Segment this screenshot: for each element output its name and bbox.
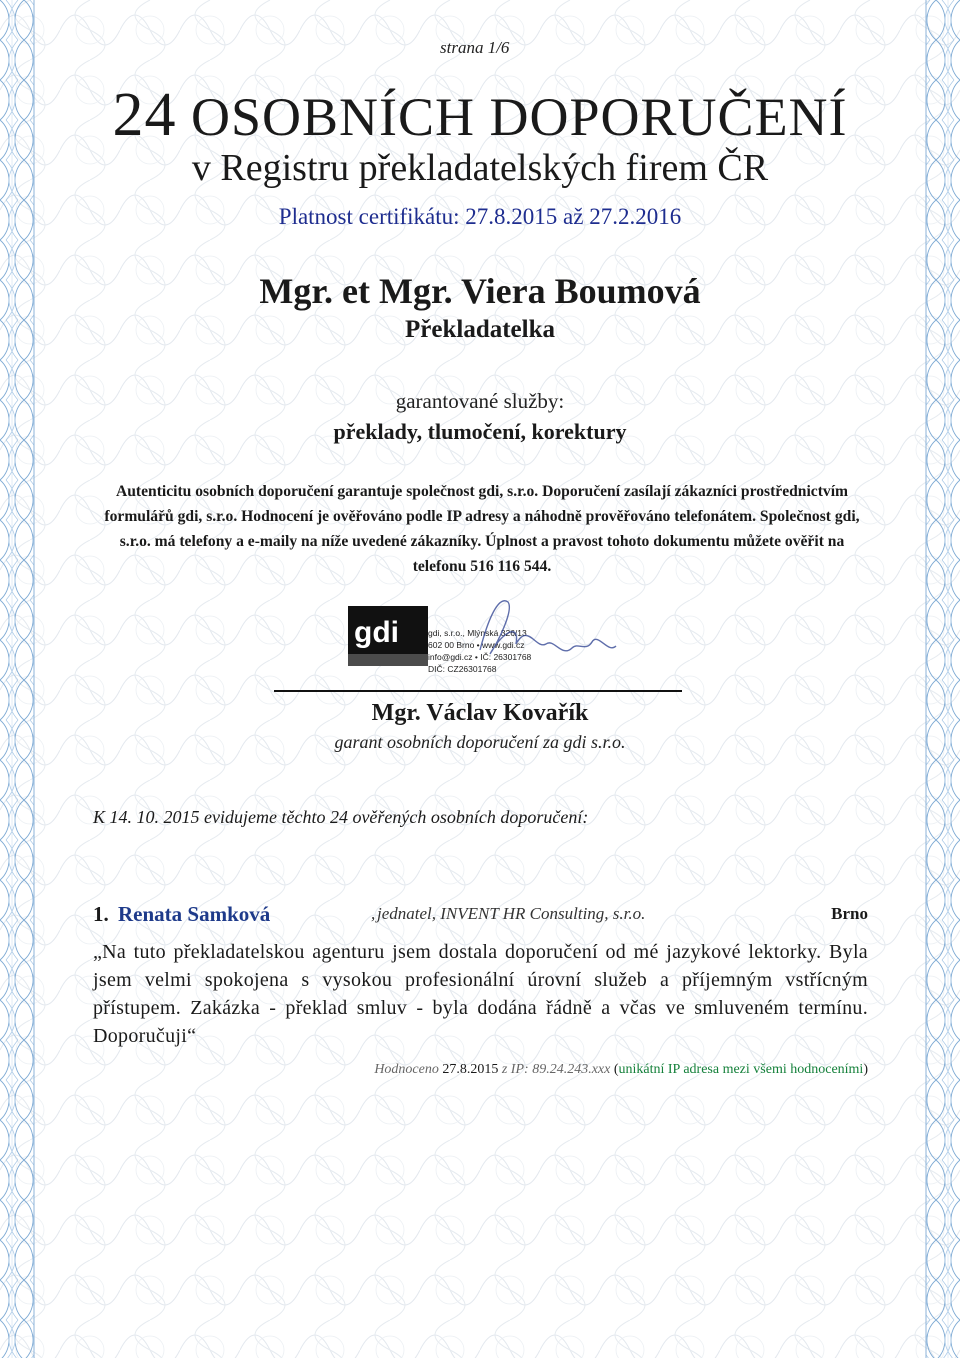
rating-date: 27.8.2015 <box>442 1062 499 1077</box>
services-list: překlady, tlumočení, korektury <box>333 419 627 444</box>
guarantor-role: garant osobních doporučení za gdi s.r.o. <box>334 732 626 752</box>
stamp-logo-text: gdi <box>354 616 399 649</box>
rating-note-close: ) <box>863 1062 868 1077</box>
certificate-validity: Platnost certifikátu: 27.8.2015 až 27.2.2016 <box>278 204 682 229</box>
reference-text: „Na tuto překladatelskou agenturu jsem dostala doporučení od mé jazykové lektorky. Byla jsem velmi spokojena s vysokou profesionální úrovní služeb a příjemným vstřícným přístupem. Zakázka - překlad smluv - byla dodána řádně a včas ve smluveném termínu. Doporučuji“ <box>93 941 868 1047</box>
person-role: Překladatelka <box>405 316 555 343</box>
rating-note: unikátní IP adresa mezi všemi hodnoceními <box>618 1062 864 1077</box>
subtitle: v Registru překladatelských firem ČR <box>191 147 769 189</box>
reference-city: Brno <box>831 904 868 923</box>
page-number: strana 1/6 <box>440 38 510 57</box>
reference-header <box>93 900 868 930</box>
company-stamp <box>340 592 630 688</box>
guarantor-name: Mgr. Václav Kovařík <box>371 700 589 726</box>
services-label: garantované služby: <box>395 389 565 413</box>
rating-ip-prefix: z IP: <box>501 1062 529 1077</box>
reference-separator: , <box>371 904 376 923</box>
signature-line <box>274 690 682 692</box>
reference-position: jednatel, INVENT HR Consulting, s.r.o. <box>377 904 646 923</box>
recommendation-count: 24 <box>112 81 177 149</box>
title-text: OSOBNÍCH DOPORUČENÍ <box>190 87 848 147</box>
page-title <box>0 80 960 151</box>
reference-number: 1. <box>93 902 109 926</box>
rating-ip: 89.24.243.xxx <box>532 1062 611 1077</box>
stamp-line-2: 602 00 Brno • www.gdi.cz <box>428 640 525 650</box>
person-name: Mgr. et Mgr. Viera Boumová <box>259 271 701 311</box>
authenticity-statement: Autenticitu osobních doporučení garantuje společnost gdi, s.r.o. Doporučení zasílají zákazníci prostřednictvím formulářů gdi, s.r.o. Hodnocení je ověřováno podle IP adresy a náhodně prověřováno telefonátem. Společnost gdi, s.r.o. má telefony a e-maily na níže uvedené zákazníky. Úplnost a pravost tohoto dokumentu můžete ověřit na telefonu 516 116 544. <box>104 483 860 575</box>
stamp-line-4: DIČ: CZ26301768 <box>428 664 497 674</box>
stamp-line-3: info@gdi.cz • IČ: 26301768 <box>428 652 532 662</box>
records-statement: K 14. 10. 2015 evidujeme těchto 24 ověřených osobních doporučení: <box>93 807 589 827</box>
rating-line <box>93 1062 868 1078</box>
reference-name: Renata Samková <box>118 902 271 926</box>
stamp-line-1: gdi, s.r.o., Mlýnská 326/13 <box>428 628 527 638</box>
rating-prefix: Hodnoceno <box>374 1062 439 1077</box>
rating-note-open: ( <box>613 1062 619 1077</box>
